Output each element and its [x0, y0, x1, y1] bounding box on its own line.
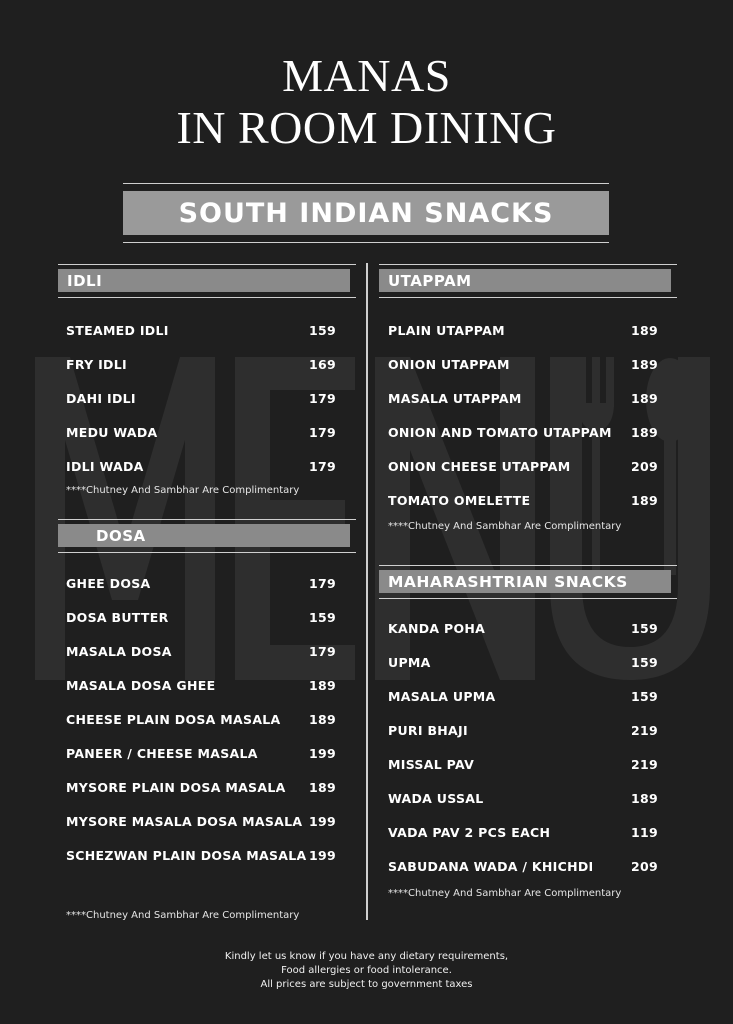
item-price: 159 [631, 688, 658, 704]
footer-line-1: Kindly let us know if you have any dietary requirements, [224, 951, 509, 962]
menu-item [388, 449, 658, 483]
item-name: FRY IDLI [66, 356, 127, 372]
item-name: UPMA [388, 654, 431, 670]
idli-list [66, 313, 336, 483]
menu-item [388, 313, 658, 347]
main-section-title: SOUTH INDIAN SNACKS [123, 191, 609, 235]
menu-item [66, 702, 336, 736]
item-name: KANDA POHA [388, 620, 486, 636]
item-name: ONION AND TOMATO UTAPPAM [388, 424, 612, 440]
maharashtrian-section-header [379, 565, 677, 599]
item-name: IDLI WADA [66, 458, 144, 474]
item-name: SCHEZWAN PLAIN DOSA MASALA [66, 847, 307, 863]
item-price: 199 [309, 813, 336, 829]
maharashtrian-note: ****Chutney And Sambhar Are Complimentary [388, 888, 622, 899]
item-price: 179 [309, 643, 336, 659]
item-name: ONION CHEESE UTAPPAM [388, 458, 571, 474]
item-price: 159 [631, 620, 658, 636]
utappam-section-header [379, 264, 677, 298]
footer-notice [0, 950, 733, 992]
menu-item [66, 804, 336, 838]
item-name: CHEESE PLAIN DOSA MASALA [66, 711, 281, 727]
menu-item [66, 838, 336, 872]
idli-note: ****Chutney And Sambhar Are Complimentary [66, 485, 300, 496]
utappam-list [388, 313, 658, 517]
item-name: MYSORE PLAIN DOSA MASALA [66, 779, 286, 795]
menu-item [66, 600, 336, 634]
menu-item [66, 347, 336, 381]
dosa-list [66, 566, 336, 872]
item-price: 189 [309, 711, 336, 727]
menu-item [388, 381, 658, 415]
item-name: MYSORE MASALA DOSA MASALA [66, 813, 303, 829]
item-price: 179 [309, 424, 336, 440]
item-price: 219 [631, 722, 658, 738]
item-name: GHEE DOSA [66, 575, 151, 591]
maharashtrian-heading: MAHARASHTRIAN SNACKS [379, 570, 671, 593]
item-name: MASALA DOSA GHEE [66, 677, 216, 693]
hotel-name: MANAS [282, 50, 451, 101]
maharashtrian-list [388, 611, 658, 883]
item-price: 189 [309, 677, 336, 693]
item-name: MASALA UTAPPAM [388, 390, 522, 406]
item-price: 159 [631, 654, 658, 670]
item-price: 189 [631, 424, 658, 440]
menu-item [388, 347, 658, 381]
item-name: WADA USSAL [388, 790, 484, 806]
menu-item [388, 415, 658, 449]
item-price: 159 [309, 609, 336, 625]
item-name: MASALA DOSA [66, 643, 172, 659]
item-name: MEDU WADA [66, 424, 158, 440]
item-price: 199 [309, 745, 336, 761]
item-name: VADA PAV 2 PCS EACH [388, 824, 551, 840]
item-price: 189 [631, 356, 658, 372]
idli-heading: IDLI [58, 269, 350, 292]
item-price: 219 [631, 756, 658, 772]
item-price: 209 [631, 458, 658, 474]
item-name: PURI BHAJI [388, 722, 468, 738]
item-price: 179 [309, 575, 336, 591]
menu-item [388, 611, 658, 645]
item-name: DAHI IDLI [66, 390, 136, 406]
item-price: 199 [309, 847, 336, 863]
dosa-heading: DOSA [58, 524, 350, 547]
item-name: MISSAL PAV [388, 756, 475, 772]
dosa-note: ****Chutney And Sambhar Are Complimentary [66, 910, 300, 921]
item-name: PANEER / CHEESE MASALA [66, 745, 258, 761]
item-price: 189 [631, 790, 658, 806]
utappam-heading: UTAPPAM [379, 269, 671, 292]
item-price: 189 [631, 322, 658, 338]
service-name: IN ROOM DINING [176, 102, 557, 153]
item-price: 189 [631, 390, 658, 406]
footer-line-2: Food allergies or food intolerance. [281, 965, 452, 976]
footer-line-3: All prices are subject to government taxes [260, 979, 473, 990]
idli-section-header [58, 264, 356, 298]
menu-item [66, 449, 336, 483]
menu-item [388, 815, 658, 849]
item-name: STEAMED IDLI [66, 322, 169, 338]
item-name: DOSA BUTTER [66, 609, 169, 625]
menu-item [66, 668, 336, 702]
item-name: PLAIN UTAPPAM [388, 322, 505, 338]
item-price: 209 [631, 858, 658, 874]
menu-item [66, 736, 336, 770]
column-divider [366, 263, 368, 920]
item-name: MASALA UPMA [388, 688, 496, 704]
item-price: 189 [309, 779, 336, 795]
item-name: TOMATO OMELETTE [388, 492, 531, 508]
menu-item [66, 415, 336, 449]
item-name: SABUDANA WADA / KHICHDI [388, 858, 594, 874]
item-name: ONION UTAPPAM [388, 356, 510, 372]
menu-title [0, 50, 733, 154]
menu-item [66, 634, 336, 668]
item-price: 169 [309, 356, 336, 372]
main-section-header [123, 183, 609, 243]
menu-item [388, 747, 658, 781]
menu-item [66, 566, 336, 600]
item-price: 189 [631, 492, 658, 508]
item-price: 179 [309, 390, 336, 406]
menu-item [66, 313, 336, 347]
item-price: 119 [631, 824, 658, 840]
menu-item [66, 770, 336, 804]
item-price: 179 [309, 458, 336, 474]
dosa-section-header [58, 519, 356, 553]
menu-item [388, 713, 658, 747]
menu-item [388, 645, 658, 679]
menu-item [388, 679, 658, 713]
menu-item [388, 781, 658, 815]
menu-item [388, 849, 658, 883]
item-price: 159 [309, 322, 336, 338]
utappam-note: ****Chutney And Sambhar Are Complimentary [388, 521, 622, 532]
menu-item [66, 381, 336, 415]
menu-item [388, 483, 658, 517]
